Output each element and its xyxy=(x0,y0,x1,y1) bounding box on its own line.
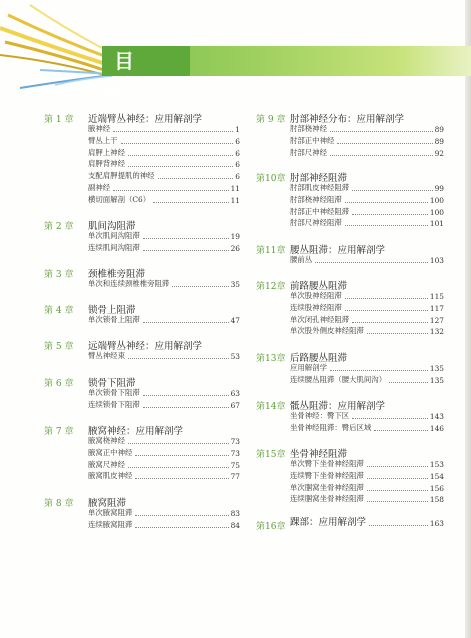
entry-title: 肘部桡神经阻滞 xyxy=(290,194,342,204)
page-spine-shadow xyxy=(465,0,471,638)
entry-title: 单次闭孔神经阻滞 xyxy=(290,314,350,324)
page-number: 67 xyxy=(230,400,240,410)
toc-entry[interactable] xyxy=(290,183,444,193)
leader-dots xyxy=(143,250,229,251)
page-number: 26 xyxy=(230,243,240,253)
entry-title: 单次肌间沟阻滞 xyxy=(88,231,140,240)
toc-entry[interactable] xyxy=(88,508,240,518)
leader-dots xyxy=(143,322,229,323)
leader-dots xyxy=(128,358,229,359)
leader-dots xyxy=(135,527,228,528)
leader-dots xyxy=(143,238,229,239)
page-number: 47 xyxy=(230,316,240,325)
page-number: 135 xyxy=(429,375,444,385)
leader-dots xyxy=(352,418,428,419)
leader-dots xyxy=(143,395,229,396)
leader-dots xyxy=(128,467,229,468)
entry-title: 单次腋窝阻滞 xyxy=(88,508,133,517)
chapter-number: 第15章 xyxy=(256,450,286,460)
chapter-number: 第 7 章 xyxy=(44,427,74,437)
leader-dots xyxy=(330,155,433,156)
entry-title: 支配肩胛提肌的神经 xyxy=(88,171,155,181)
toc-entry[interactable] xyxy=(88,279,240,289)
page-number: 92 xyxy=(434,148,444,158)
leader-dots xyxy=(345,225,428,226)
toc-entry[interactable] xyxy=(88,243,240,253)
toc-entry[interactable] xyxy=(88,124,240,134)
chapter-number: 第 2 章 xyxy=(44,222,74,232)
toc-entry[interactable] xyxy=(290,494,444,504)
entry-title: 坐骨神经阻滞：臀后区域 xyxy=(290,422,372,432)
page-number: 89 xyxy=(434,125,444,134)
page-number: 89 xyxy=(434,136,444,146)
leader-dots xyxy=(352,322,428,323)
chapter-title-row[interactable] xyxy=(290,518,444,528)
entry-title: 连续腋窝阻滞 xyxy=(88,519,133,529)
entry-title: 肘部尺神经 xyxy=(290,147,327,157)
entry-title: 肘部肌皮神经阻滞 xyxy=(290,183,350,192)
toc-entry[interactable] xyxy=(88,400,240,410)
page-number: 153 xyxy=(429,460,444,469)
chapter-title[interactable]: 腋窝阻滞 xyxy=(88,498,127,509)
entry-title: 腰前丛 xyxy=(290,255,313,264)
entry-title: 腋窝尺神经 xyxy=(88,459,125,469)
toc-entry[interactable] xyxy=(88,136,240,146)
chapter-title[interactable]: 远端臂丛神经：应用解剖学 xyxy=(88,341,203,352)
leader-dots xyxy=(345,202,428,203)
leader-dots xyxy=(330,370,428,371)
leader-dots xyxy=(153,202,229,203)
page-number: 154 xyxy=(429,471,444,481)
page-number: 73 xyxy=(230,448,240,458)
entry-title: 连续臀下坐骨神经阻滞 xyxy=(290,470,364,480)
toc-entry[interactable] xyxy=(88,436,240,446)
toc-entry[interactable] xyxy=(88,171,240,181)
toc-entry[interactable] xyxy=(290,471,444,481)
leader-dots xyxy=(135,455,228,456)
toc-entry[interactable] xyxy=(290,363,444,373)
entry-title: 单次锁骨上阻滞 xyxy=(88,315,140,324)
toc-entry[interactable] xyxy=(290,291,444,301)
toc-entry[interactable] xyxy=(290,423,444,433)
leader-dots xyxy=(367,478,428,479)
chapter-title[interactable]: 肌间沟阻滞 xyxy=(88,221,136,232)
leader-dots xyxy=(128,443,229,444)
chapter-number: 第 1 章 xyxy=(44,115,74,125)
page-number: 19 xyxy=(230,232,240,241)
entry-title: 腋窝正中神经 xyxy=(88,447,133,457)
page-title: 目 录 xyxy=(102,46,190,76)
chapter-title[interactable]: 肘部神经阻滞 xyxy=(290,173,348,184)
toc-entry[interactable] xyxy=(290,375,444,385)
page-number: 11 xyxy=(230,184,240,193)
page-number: 73 xyxy=(230,437,240,446)
chapter-title[interactable]: 腋窝神经：应用解剖学 xyxy=(88,426,184,437)
entry-title: 单次锁骨下阻滞 xyxy=(88,388,140,397)
entry-title: 连续锁骨下阻滞 xyxy=(88,399,140,409)
page-number: 143 xyxy=(429,412,444,421)
entry-title: 单次股外侧皮神经阻滞 xyxy=(290,326,364,336)
chapter-title[interactable]: 锁骨上阻滞 xyxy=(88,305,136,316)
toc-entry[interactable] xyxy=(290,411,444,421)
toc-entry[interactable] xyxy=(88,195,240,205)
page-number: 135 xyxy=(429,364,444,373)
entry-title: 单次腘窝坐骨神经阻滞 xyxy=(290,482,364,492)
page-number: 6 xyxy=(235,136,240,146)
leader-dots xyxy=(143,407,229,408)
page-number: 11 xyxy=(230,195,240,205)
entry-title: 连续腰丛阻滞（腰大肌间沟） xyxy=(290,374,387,384)
toc-entry[interactable] xyxy=(290,218,444,228)
entry-title: 腋神经 xyxy=(88,124,111,133)
toc-entry[interactable] xyxy=(290,483,444,493)
leader-dots xyxy=(135,515,228,516)
chapter-number: 第 9 章 xyxy=(256,115,286,125)
chapter-title: 踝部：应用解剖学 xyxy=(290,517,367,528)
chapter-number: 第10章 xyxy=(256,174,286,184)
entry-title: 腋窝肌皮神经 xyxy=(88,471,133,481)
page-number: 75 xyxy=(230,460,240,470)
page-number: 115 xyxy=(429,292,444,301)
leader-dots xyxy=(113,190,228,191)
toc-entry[interactable] xyxy=(290,303,444,313)
page-number: 6 xyxy=(235,172,240,182)
chapter-title[interactable]: 前路腰丛阻滞 xyxy=(290,281,348,292)
page-number: 1 xyxy=(235,125,240,134)
chapter-title[interactable]: 颈椎椎旁阻滞 xyxy=(88,269,146,280)
page-number: 158 xyxy=(429,495,444,505)
page-number: 6 xyxy=(235,148,240,158)
chapter-number: 第 5 章 xyxy=(44,342,74,352)
entry-title: 臂丛上干 xyxy=(88,135,118,145)
page-number: 117 xyxy=(429,303,444,313)
entry-title: 肩胛上神经 xyxy=(88,147,125,157)
toc-entry[interactable] xyxy=(290,459,444,469)
chapter-title[interactable]: 肘部神经分布：应用解剖学 xyxy=(290,114,405,125)
entry-title: 肩胛背神经 xyxy=(88,159,125,169)
chapter-number: 第 4 章 xyxy=(44,306,74,316)
toc-entry[interactable] xyxy=(290,195,444,205)
page-number: 83 xyxy=(230,509,240,518)
chapter-title[interactable]: 坐骨神经阻滞 xyxy=(290,449,348,460)
entry-title: 单次臀下坐骨神经阻滞 xyxy=(290,459,364,468)
chapter-number: 第11章 xyxy=(256,246,286,256)
chapter-title[interactable]: 骶丛阻滞：应用解剖学 xyxy=(290,401,386,412)
page-number: 101 xyxy=(429,219,444,229)
toc-entry[interactable] xyxy=(290,255,444,265)
leader-dots xyxy=(345,298,428,299)
entry-title: 臂丛神经束 xyxy=(88,351,125,360)
toc-entry[interactable] xyxy=(290,315,444,325)
chapter-number: 第 8 章 xyxy=(44,499,74,509)
entry-title: 单次股神经阻滞 xyxy=(290,291,342,300)
leader-dots xyxy=(389,382,428,383)
toc-entry[interactable] xyxy=(88,351,240,361)
toc-entry[interactable] xyxy=(88,231,240,241)
chapter-number: 第14章 xyxy=(256,402,286,412)
leader-dots xyxy=(367,466,428,467)
toc-entry[interactable] xyxy=(290,124,444,134)
entry-title: 坐骨神经：臀下区 xyxy=(290,411,350,420)
toc-entry[interactable] xyxy=(88,520,240,530)
chapter-number: 第13章 xyxy=(256,354,286,364)
entry-title: 连续肌间沟阻滞 xyxy=(88,242,140,252)
toc-entry[interactable] xyxy=(290,326,444,336)
page-number: 156 xyxy=(429,483,444,493)
leader-dots xyxy=(113,131,233,132)
chapter-number: 第 3 章 xyxy=(44,270,74,280)
leader-dots xyxy=(121,143,234,144)
page-number: 103 xyxy=(429,256,444,265)
toc-entry[interactable] xyxy=(88,471,240,481)
chapter-number: 第 6 章 xyxy=(44,379,74,389)
leader-dots xyxy=(337,143,432,144)
toc-entry[interactable] xyxy=(88,315,240,325)
leader-dots xyxy=(128,155,233,156)
page-number: 84 xyxy=(230,520,240,530)
chapter-title[interactable]: 锁骨下阻滞 xyxy=(88,378,136,389)
leader-dots xyxy=(315,262,428,263)
toc-entry[interactable] xyxy=(290,136,444,146)
toc-entry[interactable] xyxy=(88,448,240,458)
toc-entry[interactable] xyxy=(88,183,240,193)
chapter-title[interactable]: 近端臂丛神经：应用解剖学 xyxy=(88,114,203,125)
leader-dots xyxy=(330,131,433,132)
leader-dots xyxy=(374,430,428,431)
page-number: 127 xyxy=(429,315,444,325)
toc-entry[interactable] xyxy=(290,148,444,158)
entry-title: 连续股神经阻滞 xyxy=(290,302,342,312)
entry-title: 肘部正中神经阻滞 xyxy=(290,206,350,216)
entry-title: 肘部桡神经 xyxy=(290,124,327,133)
page-header xyxy=(0,0,471,103)
leader-dots xyxy=(367,501,428,502)
chapter-title[interactable]: 后路腰丛阻滞 xyxy=(290,353,348,364)
entry-title: 连续腘窝坐骨神经阻滞 xyxy=(290,494,364,504)
toc-entry[interactable] xyxy=(290,207,444,217)
leader-dots xyxy=(135,478,228,479)
entry-title: 应用解剖学 xyxy=(290,363,327,372)
leader-dots xyxy=(158,178,234,179)
leader-dots xyxy=(172,286,228,287)
entry-title: 肘部正中神经 xyxy=(290,135,335,145)
leader-dots xyxy=(369,525,428,526)
leader-dots xyxy=(367,333,428,334)
chapter-title[interactable]: 腰丛阻滞：应用解剖学 xyxy=(290,245,386,256)
page-number: 163 xyxy=(429,519,444,528)
page-number: 100 xyxy=(429,207,444,217)
page-number: 100 xyxy=(429,195,444,205)
toc-entry[interactable] xyxy=(88,148,240,158)
entry-title: 副神经 xyxy=(88,183,111,192)
entry-title: 单次和连续颈椎椎旁阻滞 xyxy=(88,279,170,288)
leader-dots xyxy=(128,166,233,167)
toc-entry[interactable] xyxy=(88,388,240,398)
toc-entry[interactable] xyxy=(88,460,240,470)
page-number: 77 xyxy=(230,472,240,482)
page-number: 99 xyxy=(434,184,444,193)
leader-dots xyxy=(367,490,428,491)
page-number: 53 xyxy=(230,352,240,361)
entry-title: 腋窝桡神经 xyxy=(88,436,125,445)
leader-dots xyxy=(345,310,428,311)
entry-title: 肘部尺神经阻滞 xyxy=(290,218,342,228)
leader-dots xyxy=(352,190,432,191)
page-number: 146 xyxy=(429,423,444,433)
page-number: 63 xyxy=(230,389,240,398)
toc-entry[interactable] xyxy=(88,159,240,169)
page-number: 6 xyxy=(235,160,240,170)
leader-dots xyxy=(352,214,428,215)
chapter-number: 第16章 xyxy=(256,522,286,532)
page-number: 132 xyxy=(429,327,444,337)
page-number: 35 xyxy=(230,280,240,289)
entry-title: 横切面解剖（C6） xyxy=(88,194,151,204)
chapter-number: 第12章 xyxy=(256,282,286,292)
